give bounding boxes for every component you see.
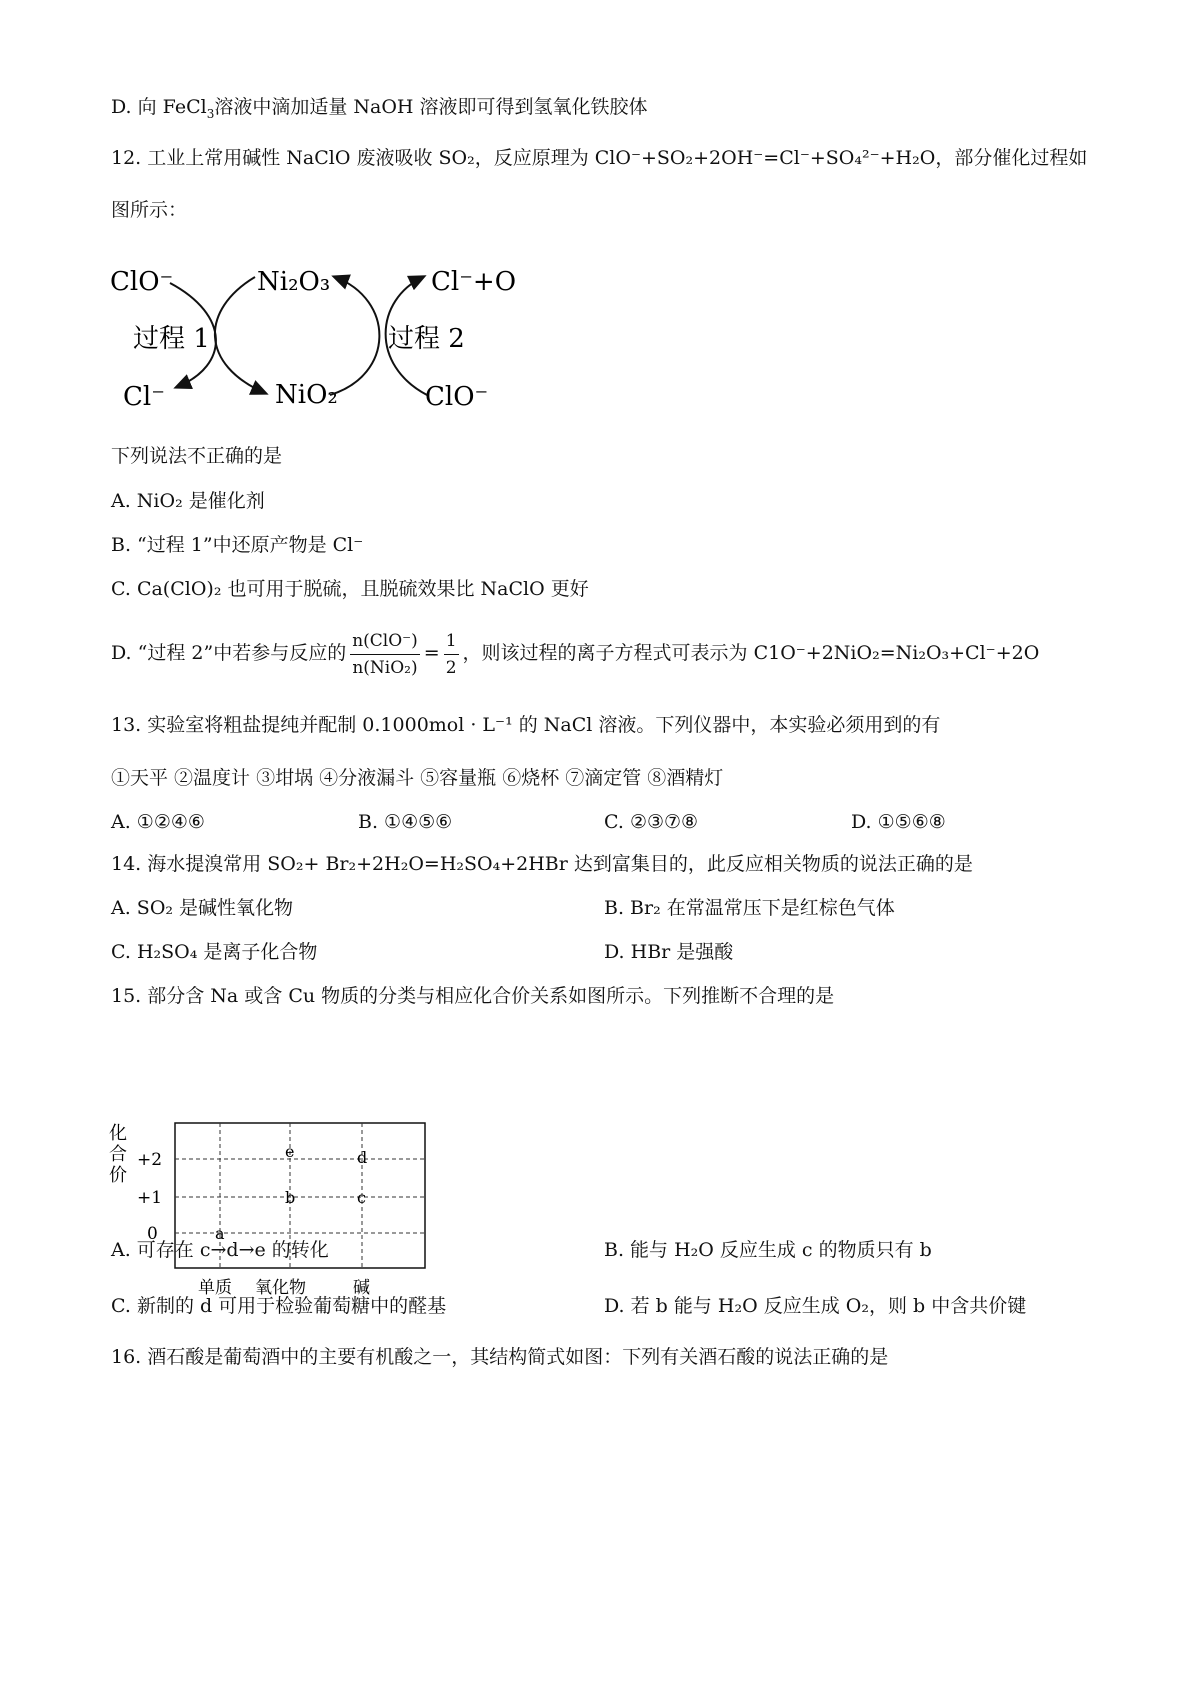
q13-option-b: B. ①④⑤⑥ xyxy=(358,811,453,833)
chart-xtick-base: 碱 xyxy=(353,1278,370,1298)
diagram-cl-bottom: Cl⁻ xyxy=(123,382,165,412)
diagram-process1: 过程 1 xyxy=(133,324,210,354)
chart-ylabel-1: 合 xyxy=(109,1144,127,1165)
diagram-clo-top-left: ClO⁻ xyxy=(110,267,174,297)
chart-point-b: b xyxy=(285,1188,296,1207)
chart-point-c: c xyxy=(357,1188,366,1207)
q13-stem: 13. 实验室将粗盐提纯并配制 0.1000mol · L⁻¹ 的 NaCl 溶液。下列仪器中，本实验必须用到的有 xyxy=(111,714,941,736)
q14-option-c: C. H₂SO₄ 是离子化合物 xyxy=(111,941,318,963)
q15-option-b: B. 能与 H₂O 反应生成 c 的物质只有 b xyxy=(604,1239,932,1261)
q15-stem: 15. 部分含 Na 或含 Cu 物质的分类与相应化合价关系如图所示。下列推断不合理的是 xyxy=(111,985,835,1007)
q16-stem: 16. 酒石酸是葡萄酒中的主要有机酸之一，其结构简式如图：下列有关酒石酸的说法正确的是 xyxy=(111,1346,889,1368)
chart-ytick-zero: 0 xyxy=(147,1224,158,1244)
q13-option-d: D. ①⑤⑥⑧ xyxy=(851,811,946,833)
q12-option-a: A. NiO₂ 是催化剂 xyxy=(111,490,265,512)
arrow-nio2-to-ni2o3 xyxy=(330,277,379,395)
q12-stem-line2: 图所示： xyxy=(111,199,188,221)
q12-option-d: D. “过程 2”中若参与反应的 $\frac{\text{n(ClO⁻)}}{\text{n(NiO₂)}}$ = $\frac{1}{2}$ ，则该过程的离子方程式可表示为 C1O⁻+2NiO₂=Ni₂O₃+Cl⁻+2O xyxy=(111,630,1040,678)
q15-valence-chart xyxy=(105,1115,435,1315)
chart-ytick-plus2: +2 xyxy=(137,1150,163,1170)
q15-option-d: D. 若 b 能与 H₂O 反应生成 O₂，则 b 中含共价键 xyxy=(604,1295,1027,1317)
chart-point-d: d xyxy=(357,1148,368,1167)
q14-option-d: D. HBr 是强酸 xyxy=(604,941,734,963)
diagram-cl-o: Cl⁻+O xyxy=(431,267,517,297)
q14-option-a: A. SO₂ 是碱性氧化物 xyxy=(111,897,294,919)
q12-option-b: B. “过程 1”中还原产物是 Cl⁻ xyxy=(111,534,364,556)
q15-option-c: C. 新制的 d 可用于检验葡萄糖中的醛基 xyxy=(111,1295,447,1317)
q13-option-c: C. ②③⑦⑧ xyxy=(604,811,699,833)
q14-option-b: B. Br₂ 在常温常压下是红棕色气体 xyxy=(604,897,895,919)
chart-xtick-element: 单质 xyxy=(198,1278,232,1298)
diagram-nio2: NiO₂ xyxy=(275,380,338,410)
q13-items: ①天平 ②温度计 ③坩埚 ④分液漏斗 ⑤容量瓶 ⑥烧杯 ⑦滴定管 ⑧酒精灯 xyxy=(111,767,724,789)
q12-prompt: 下列说法不正确的是 xyxy=(111,445,283,467)
chart-ytick-plus1: +1 xyxy=(137,1188,163,1208)
q12-catalysis-diagram xyxy=(105,255,575,455)
fraction-half: $\frac{1}{2}$ xyxy=(445,630,457,678)
q12-stem-line1: 12. 工业上常用碱性 NaClO 废液吸收 SO₂，反应原理为 ClO⁻+SO₂+2OH⁻=Cl⁻+SO₄²⁻+H₂O，部分催化过程如 xyxy=(111,147,1088,169)
diagram-clo-bottom-right: ClO⁻ xyxy=(425,382,489,412)
chart-xtick-oxide: 氧化物 xyxy=(255,1278,306,1298)
chart-point-a: a xyxy=(215,1224,225,1243)
q11-option-d: D. 向 FeCl$_3$溶液中滴加适量 NaOH 溶液即可得到氢氧化铁胶体 xyxy=(111,96,648,121)
q14-stem: 14. 海水提溴常用 SO₂+ Br₂+2H₂O=H₂SO₄+2HBr 达到富集目的，此反应相关物质的说法正确的是 xyxy=(111,853,973,875)
chart-ylabel-0: 化 xyxy=(109,1123,127,1144)
diagram-ni2o3: Ni₂O₃ xyxy=(257,267,331,297)
fraction-ratio: $\frac{\text{n(ClO⁻)}}{\text{n(NiO₂)}}$ xyxy=(352,630,418,678)
q12-option-c: C. Ca(ClO)₂ 也可用于脱硫，且脱硫效果比 NaClO 更好 xyxy=(111,578,589,600)
chart-point-e: e xyxy=(285,1142,295,1161)
q13-option-a: A. ①②④⑥ xyxy=(111,811,205,833)
q15-option-a: A. 可存在 c→d→e 的转化 xyxy=(111,1239,329,1261)
chart-ylabel-2: 价 xyxy=(109,1165,127,1186)
diagram-process2: 过程 2 xyxy=(388,324,465,354)
